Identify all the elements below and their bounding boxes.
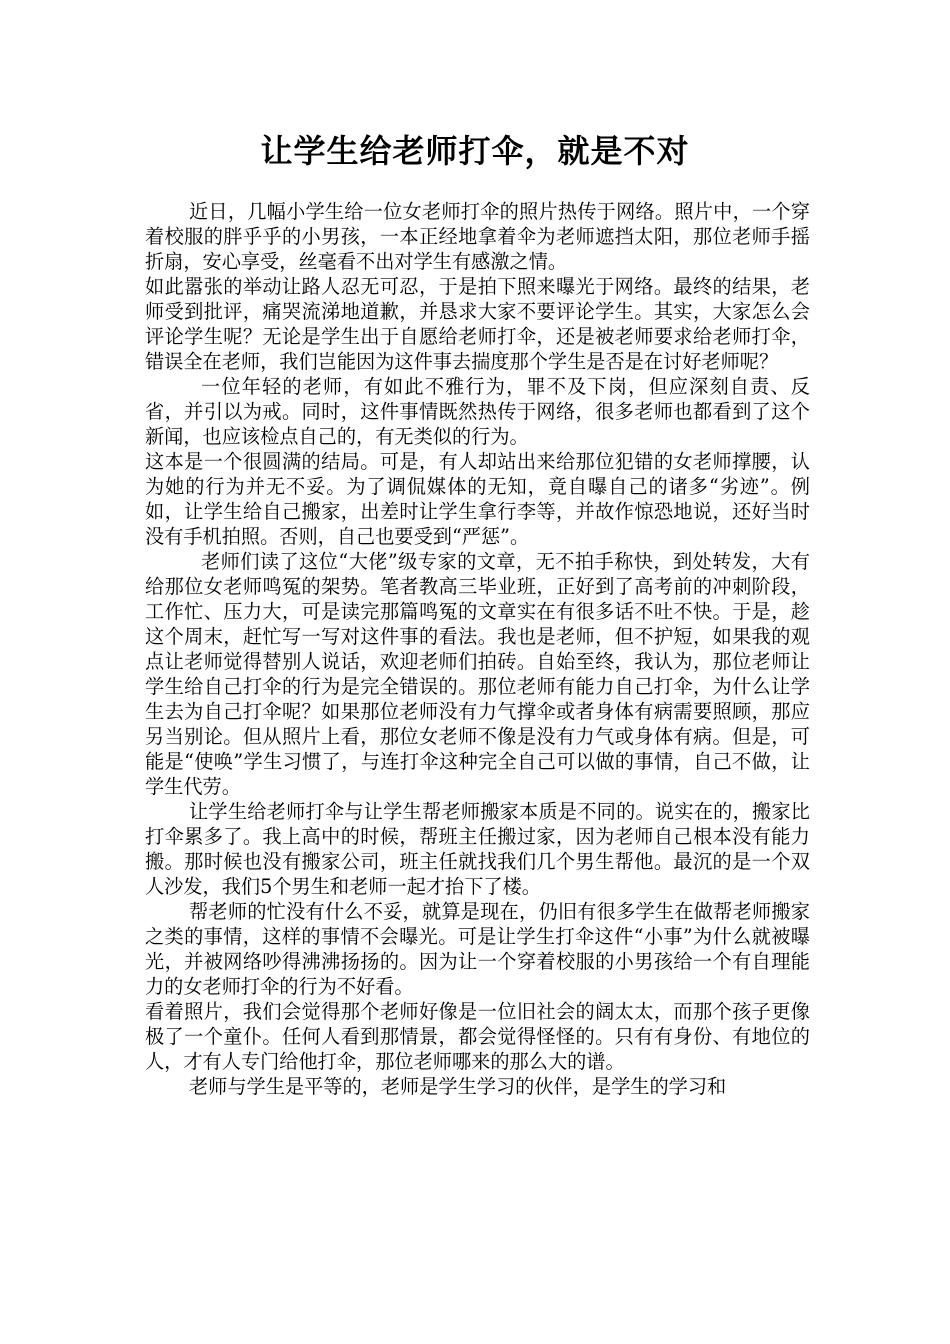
document-body [145, 199, 810, 1099]
document-title: 让学生给老师打伞，就是不对 [260, 132, 690, 170]
paragraph-5: 老师们读了这位“大佬”级专家的文章，无不拍手称快，到处转发，大有给那位女老师鸣冤的架势。笔者教高三毕业班，正好到了高考前的冲刺阶段，工作忙、压力大，可是读完那篇鸣冤的文章实在有很多话不吐不快。于是，趁这个周末，赶忙写一写对这件事的看法。我也是老师，但不护短，如果我的观点让老师觉得替别人说话，欢迎老师们拍砖。自始至终，我认为，那位老师让学生给自己打伞的行为是完全错误的。那位老师有能力自己打伞，为什么让学生去为自己打伞呢？如果那位老师没有力气撑伞或者身体有病需要照顾，那应另当别论。但从照片上看，那位女老师不像是没有力气或身体有病。但是，可能是“使唤”学生习惯了，与连打伞这种完全自己可以做的事情，自己不做，让学生代劳。 [145, 550, 810, 798]
paragraph-3: 一位年轻的老师，有如此不雅行为，罪不及下岗，但应深刻自责、反省，并引以为戒。同时，这件事情既然热传于网络，很多老师也都看到了这个新闻，也应该检点自己的，有无类似的行为。 [145, 375, 810, 448]
paragraph-6: 让学生给老师打伞与让学生帮老师搬家本质是不同的。说实在的，搬家比打伞累多了。我上高中的时候，帮班主任搬过家，因为老师自己根本没有能力搬。那时候也没有搬家公司，班主任就找我们几个男生帮他。最沉的是一个双人沙发，我们5个男生和老师一起才抬下了楼。 [145, 800, 810, 898]
paragraph-1: 近日，几幅小学生给一位女老师打伞的照片热传于网络。照片中，一个穿着校服的胖乎乎的小男孩，一本正经地拿着伞为老师遮挡太阳，那位老师手摇折扇，安心享受，丝毫看不出对学生有感激之情。 [145, 200, 810, 273]
paragraph-2: 如此嚣张的举动让路人忍无可忍，于是拍下照来曝光于网络。最终的结果，老师受到批评，痛哭流涕地道歉，并恳求大家不要评论学生。其实，大家怎么会评论学生呢？无论是学生出于自愿给老师打伞，还是被老师要求给老师打伞，错误全在老师，我们岂能因为这件事去揣度那个学生是否是在讨好老师呢？ [145, 275, 810, 373]
paragraph-9: 老师与学生是平等的，老师是学生学习的伙伴，是学生的学习和 [189, 1075, 727, 1098]
paragraph-7: 帮老师的忙没有什么不妥，就算是现在，仍旧有很多学生在做帮老师搬家之类的事情，这样的事情不会曝光。可是让学生打伞这件“小事”为什么就被曝光，并被网络吵得沸沸扬扬的。因为让一个穿着校服的小男孩给一个有自理能力的女老师打伞的行为不好看。 [145, 900, 810, 998]
paragraph-8: 看着照片，我们会觉得那个老师好像是一位旧社会的阔太太，而那个孩子更像极了一个童仆。任何人看到那情景，都会觉得怪怪的。只有有身份、有地位的人，才有人专门给他打伞，那位老师哪来的那么大的谱。 [145, 1000, 810, 1073]
paragraph-4: 这本是一个很圆满的结局。可是，有人却站出来给那位犯错的女老师撑腰，认为她的行为并无不妥。为了调侃媒体的无知，竟自曝自己的诸多“劣迹”。例如，让学生给自己搬家，出差时让学生拿行李等，并故作惊恐地说，还好当时没有手机拍照。否则，自己也要受到“严惩”。 [145, 450, 810, 548]
